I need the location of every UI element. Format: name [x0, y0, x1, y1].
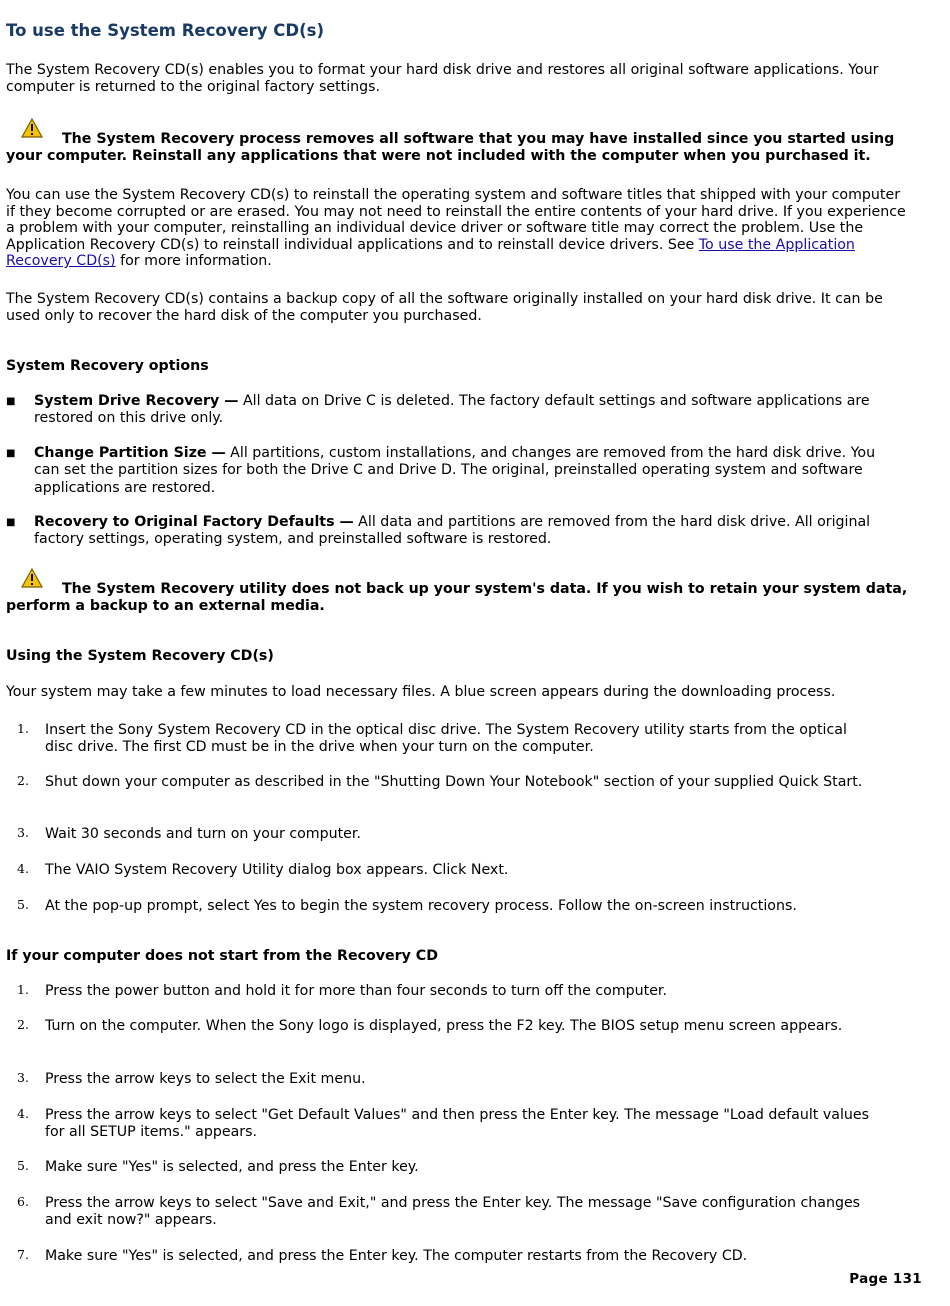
- option-desc: All data and partitions are removed from the hard disk drive. All original factory settings, operating system, and preinstalled software is restored.: [34, 514, 871, 548]
- warning-note-2: [6, 581, 911, 614]
- step-text: Press the arrow keys to select the Exit menu.: [45, 1071, 366, 1087]
- step-text: Shut down your computer as described in the "Shutting Down Your Notebook" section of your supplied Quick Start.: [45, 774, 863, 790]
- page-title: To use the System Recovery CD(s): [6, 21, 324, 40]
- options-heading: System Recovery options: [6, 358, 209, 374]
- bullet-icon: ■: [6, 517, 16, 528]
- option-term: Change Partition Size —: [34, 445, 226, 461]
- step-number: 6.: [17, 1194, 29, 1209]
- warning-icon: [21, 568, 43, 588]
- warning-icon: [21, 118, 43, 138]
- step-text: Make sure "Yes" is selected, and press the Enter key.: [45, 1159, 419, 1175]
- step-number: 1.: [17, 982, 29, 997]
- step-number: 3.: [17, 1070, 29, 1085]
- intro-paragraph: The System Recovery CD(s) enables you to format your hard disk drive and restores all original software applications. Your computer is returned to the original factory settings.: [6, 62, 879, 95]
- step-number: 2.: [17, 773, 29, 788]
- no-start-heading: If your computer does not start from the Recovery CD: [6, 948, 438, 964]
- reinstall-paragraph: [6, 187, 911, 270]
- step-number: 5.: [17, 897, 29, 912]
- step-text: Turn on the computer. When the Sony logo is displayed, press the F2 key. The BIOS setup menu screen appears.: [45, 1018, 843, 1034]
- step-text: Press the arrow keys to select "Save and Exit," and press the Enter key. The message "Save configuration changes and exit now?" appears.: [45, 1195, 861, 1229]
- bullet-icon: ■: [6, 448, 16, 459]
- step-number: 2.: [17, 1017, 29, 1032]
- step-text: Insert the Sony System Recovery CD in the optical disc drive. The System Recovery utility starts from the optical disc drive. The first CD must be in the drive when your turn on the computer.: [45, 722, 847, 756]
- step-number: 4.: [17, 1106, 29, 1121]
- step-text: Press the power button and hold it for more than four seconds to turn off the computer.: [45, 983, 667, 999]
- step-number: 3.: [17, 825, 29, 840]
- reinstall-text-end: for more information.: [115, 253, 272, 270]
- step-number: 1.: [17, 721, 29, 736]
- option-desc: All partitions, custom installations, and changes are removed from the hard disk drive. You can set the partition sizes for both the Drive C and Drive D. The original, preinstalled operating system and software applications are restored.: [34, 445, 876, 496]
- option-term: System Drive Recovery —: [34, 393, 239, 409]
- page-number: Page 131: [849, 1271, 922, 1287]
- option-desc: All data on Drive C is deleted. The factory default settings and software applications are restored on this drive only.: [34, 393, 870, 427]
- option-term: Recovery to Original Factory Defaults —: [34, 514, 354, 530]
- warning-note-1: [6, 131, 911, 164]
- bullet-icon: ■: [6, 396, 16, 407]
- backup-paragraph: The System Recovery CD(s) contains a backup copy of all the software originally installed on your hard disk drive. It can be used only to recover the hard disk of the computer you purchased.: [6, 291, 883, 324]
- step-text: Press the arrow keys to select "Get Default Values" and then press the Enter key. The message "Load default values for all SETUP items." appears.: [45, 1107, 869, 1141]
- application-recovery-link[interactable]: To use the Application Recovery CD(s): [6, 236, 855, 270]
- reinstall-text: You can use the System Recovery CD(s) to reinstall the operating system and software titles that shipped with your computer if they become corrupted or are erased. You may not need to reinstall the entire contents of your hard drive. If you experience a problem with your computer, reinstalling an individual device driver or software title may correct the problem. Use the Application Recovery CD(s) to reinstall individual applications and to reinstall device drivers. See: [6, 187, 906, 253]
- step-number: 5.: [17, 1158, 29, 1173]
- step-text: The VAIO System Recovery Utility dialog box appears. Click Next.: [45, 862, 509, 878]
- using-intro: Your system may take a few minutes to load necessary files. A blue screen appears during the downloading process.: [6, 684, 836, 700]
- step-number: 7.: [17, 1247, 29, 1262]
- step-text: Make sure "Yes" is selected, and press the Enter key. The computer restarts from the Recovery CD.: [45, 1248, 748, 1264]
- warning-text-1: The System Recovery process removes all software that you may have installed since you started using your computer. Reinstall any applications that were not included with the computer when you purchased it.: [6, 131, 895, 164]
- step-text: At the pop-up prompt, select Yes to begin the system recovery process. Follow the on-screen instructions.: [45, 898, 797, 914]
- warning-text-2: The System Recovery utility does not back up your system's data. If you wish to retain your system data, perform a backup to an external media.: [6, 581, 908, 614]
- using-heading: Using the System Recovery CD(s): [6, 648, 274, 664]
- step-text: Wait 30 seconds and turn on your computer.: [45, 826, 361, 842]
- step-number: 4.: [17, 861, 29, 876]
